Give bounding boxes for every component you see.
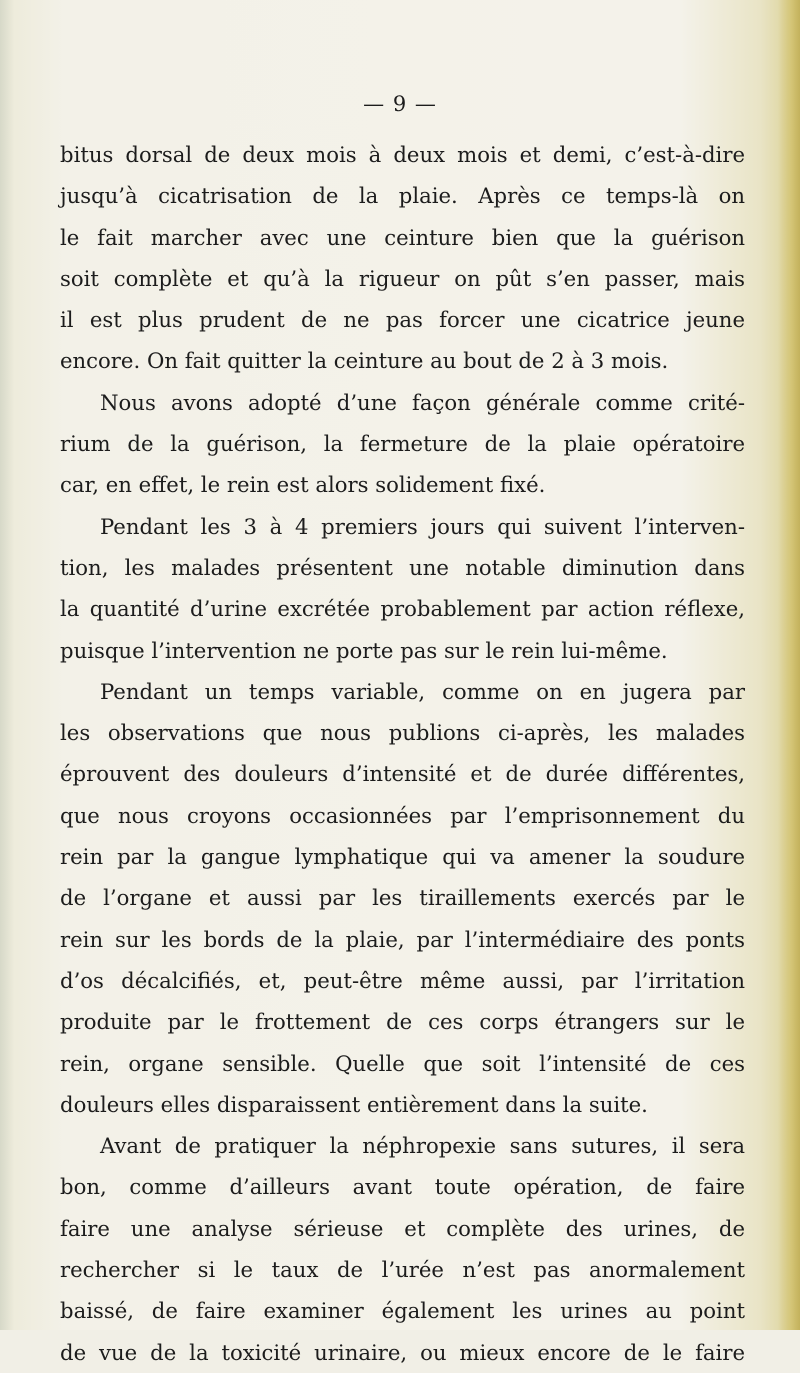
body-text [60, 134, 745, 1373]
page-spine-shadow [778, 0, 800, 1330]
text-line: Avant de pratiquer la néphropexie sans sutures, il sera [100, 1133, 745, 1159]
text-line: Nous avons adopté d’une façon générale comme crité- [100, 389, 745, 415]
text-line: car, en effet, le rein est alors solidement fixé. [60, 472, 546, 498]
text-line: baissé, de faire examiner également les urines au point [60, 1298, 745, 1324]
text-line: jusqu’à cicatrisation de la plaie. Après ce temps-là on [60, 183, 745, 209]
text-line: faire une analyse sérieuse et complète des urines, de [60, 1215, 745, 1241]
text-line: le fait marcher avec une ceinture bien que la guérison [60, 224, 745, 250]
text-line: rium de la guérison, la fermeture de la plaie opératoire [60, 431, 745, 457]
text-line: douleurs elles disparaissent entièrement dans la suite. [60, 1091, 648, 1117]
text-line: puisque l’intervention ne porte pas sur le rein lui-même. [60, 637, 668, 663]
page-left-edge [0, 0, 14, 1330]
text-line: Pendant un temps variable, comme on en jugera par [100, 678, 745, 704]
text-line: Pendant les 3 à 4 premiers jours qui suivent l’interven- [100, 513, 745, 539]
text-line: produite par le frottement de ces corps étrangers sur le [60, 1009, 745, 1035]
text-line: bon, comme d’ailleurs avant toute opération, de faire [60, 1174, 745, 1200]
text-line: tion, les malades présentent une notable diminution dans [60, 554, 745, 580]
text-line: bitus dorsal de deux mois à deux mois et demi, c’est-à-dire [60, 142, 745, 167]
text-line: rein sur les bords de la plaie, par l’intermédiaire des ponts [60, 926, 745, 952]
text-line: la quantité d’urine excrétée probablement par action réflexe, [60, 596, 745, 622]
text-line: d’os décalcifiés, et, peut-être même aussi, par l’irritation [60, 967, 745, 993]
text-line: rechercher si le taux de l’urée n’est pas anormalement [60, 1257, 745, 1283]
text-line: de l’organe et aussi par les tiraillements exercés par le [60, 885, 745, 911]
page-number: — 9 — [363, 92, 437, 116]
text-line: que nous croyons occasionnées par l’emprisonnement du [60, 802, 745, 828]
text-line: il est plus prudent de ne pas forcer une cicatrice jeune [60, 307, 745, 333]
text-line: éprouvent des douleurs d’intensité et de durée différentes, [60, 761, 745, 787]
text-line: encore. On fait quitter la ceinture au bout de 2 à 3 mois. [60, 348, 669, 374]
text-line: rein par la gangue lymphatique qui va amener la soudure [60, 844, 745, 870]
text-line: les observations que nous publions ci-après, les malades [60, 720, 745, 746]
text-line: de vue de la toxicité urinaire, ou mieux encore de le faire [60, 1339, 745, 1365]
text-line: soit complète et qu’à la rigueur on pût s’en passer, mais [60, 265, 745, 291]
text-line: rein, organe sensible. Quelle que soit l’intensité de ces [60, 1050, 745, 1076]
